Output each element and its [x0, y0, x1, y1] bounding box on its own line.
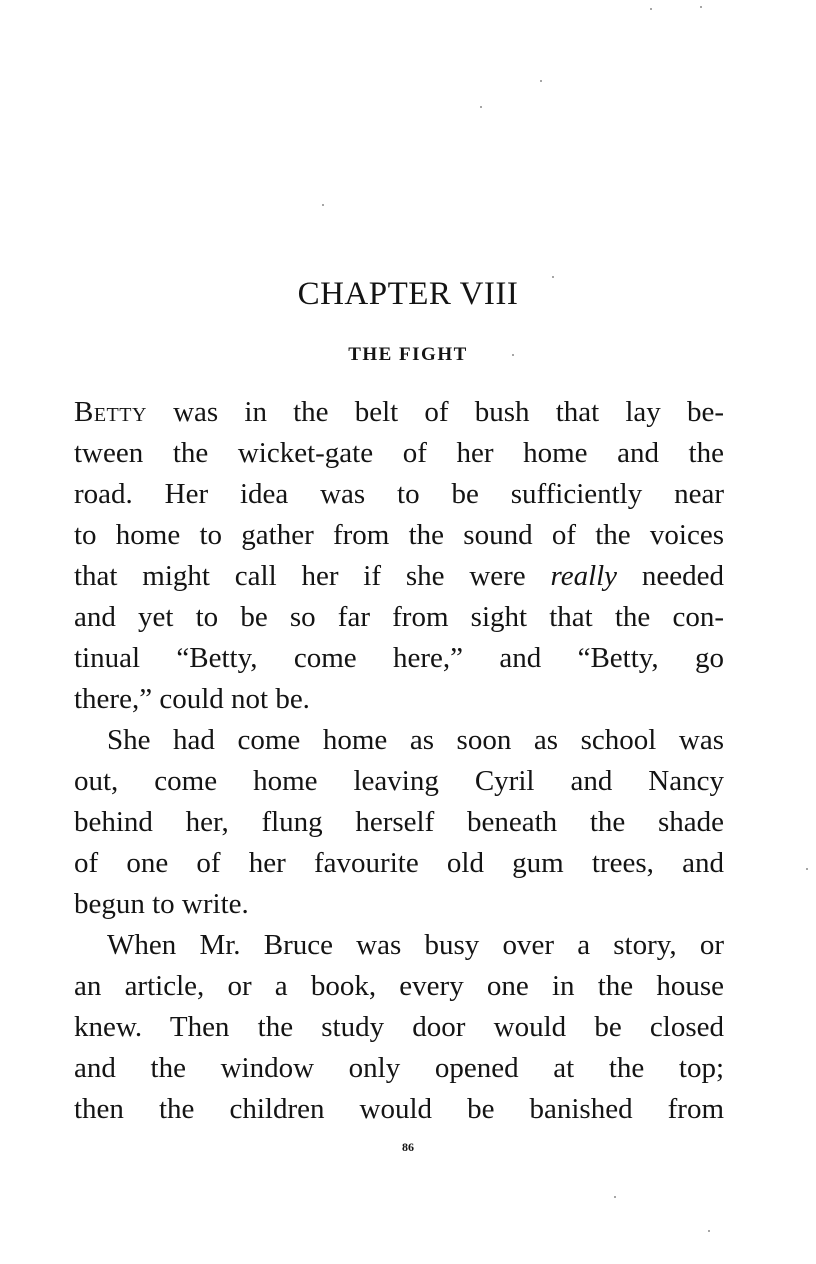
text-line: there,” could not be. [74, 683, 310, 715]
text-line: out, come home leaving Cyril and Nancy [74, 765, 724, 797]
text-line: tinual “Betty, come here,” and “Betty, go [74, 642, 724, 674]
line-text: was in the belt of bush that lay be- [146, 396, 724, 428]
scan-speck [540, 80, 542, 82]
scan-speck [614, 1196, 616, 1198]
text-line: of one of her favourite old gum trees, and [74, 847, 724, 879]
text-line: and yet to be so far from sight that the con- [74, 601, 724, 633]
text-line: an article, or a book, every one in the house [74, 970, 724, 1002]
text-line: begun to write. [74, 888, 249, 920]
scan-speck [552, 276, 554, 278]
scan-speck [806, 868, 808, 870]
scan-speck [512, 354, 514, 356]
chapter-number [0, 276, 816, 313]
drop-word: Betty [74, 396, 147, 428]
scan-speck [650, 8, 652, 10]
text-line: knew. Then the study door would be closed [74, 1011, 724, 1043]
chapter-title: THE FIGHT [348, 344, 468, 365]
text-line [74, 556, 724, 597]
text-line: then the children would be banished from [74, 1093, 724, 1125]
text-line: and the window only opened at the top; [74, 1052, 724, 1084]
chapter-body [74, 392, 724, 1130]
text-line: tween the wicket-gate of her home and the [74, 437, 724, 469]
emphasized-word: really [550, 560, 618, 592]
scan-speck [708, 1230, 710, 1232]
text-line: road. Her idea was to be sufficiently near [74, 478, 724, 510]
scan-speck [700, 6, 702, 8]
scan-speck [322, 204, 324, 206]
scan-speck [480, 106, 482, 108]
text-line [74, 392, 724, 433]
text-line: She had come home as soon as school was [107, 724, 724, 756]
line-text: that might call her if she were [74, 560, 551, 592]
text-line: to home to gather from the sound of the voices [74, 519, 724, 551]
text-line: behind her, flung herself beneath the shade [74, 806, 724, 838]
page-number: 86 [402, 1140, 414, 1154]
chapter-number-text: CHAPTER VIII [297, 276, 519, 312]
text-line: When Mr. Bruce was busy over a story, or [107, 929, 724, 961]
line-text: needed [617, 560, 724, 592]
